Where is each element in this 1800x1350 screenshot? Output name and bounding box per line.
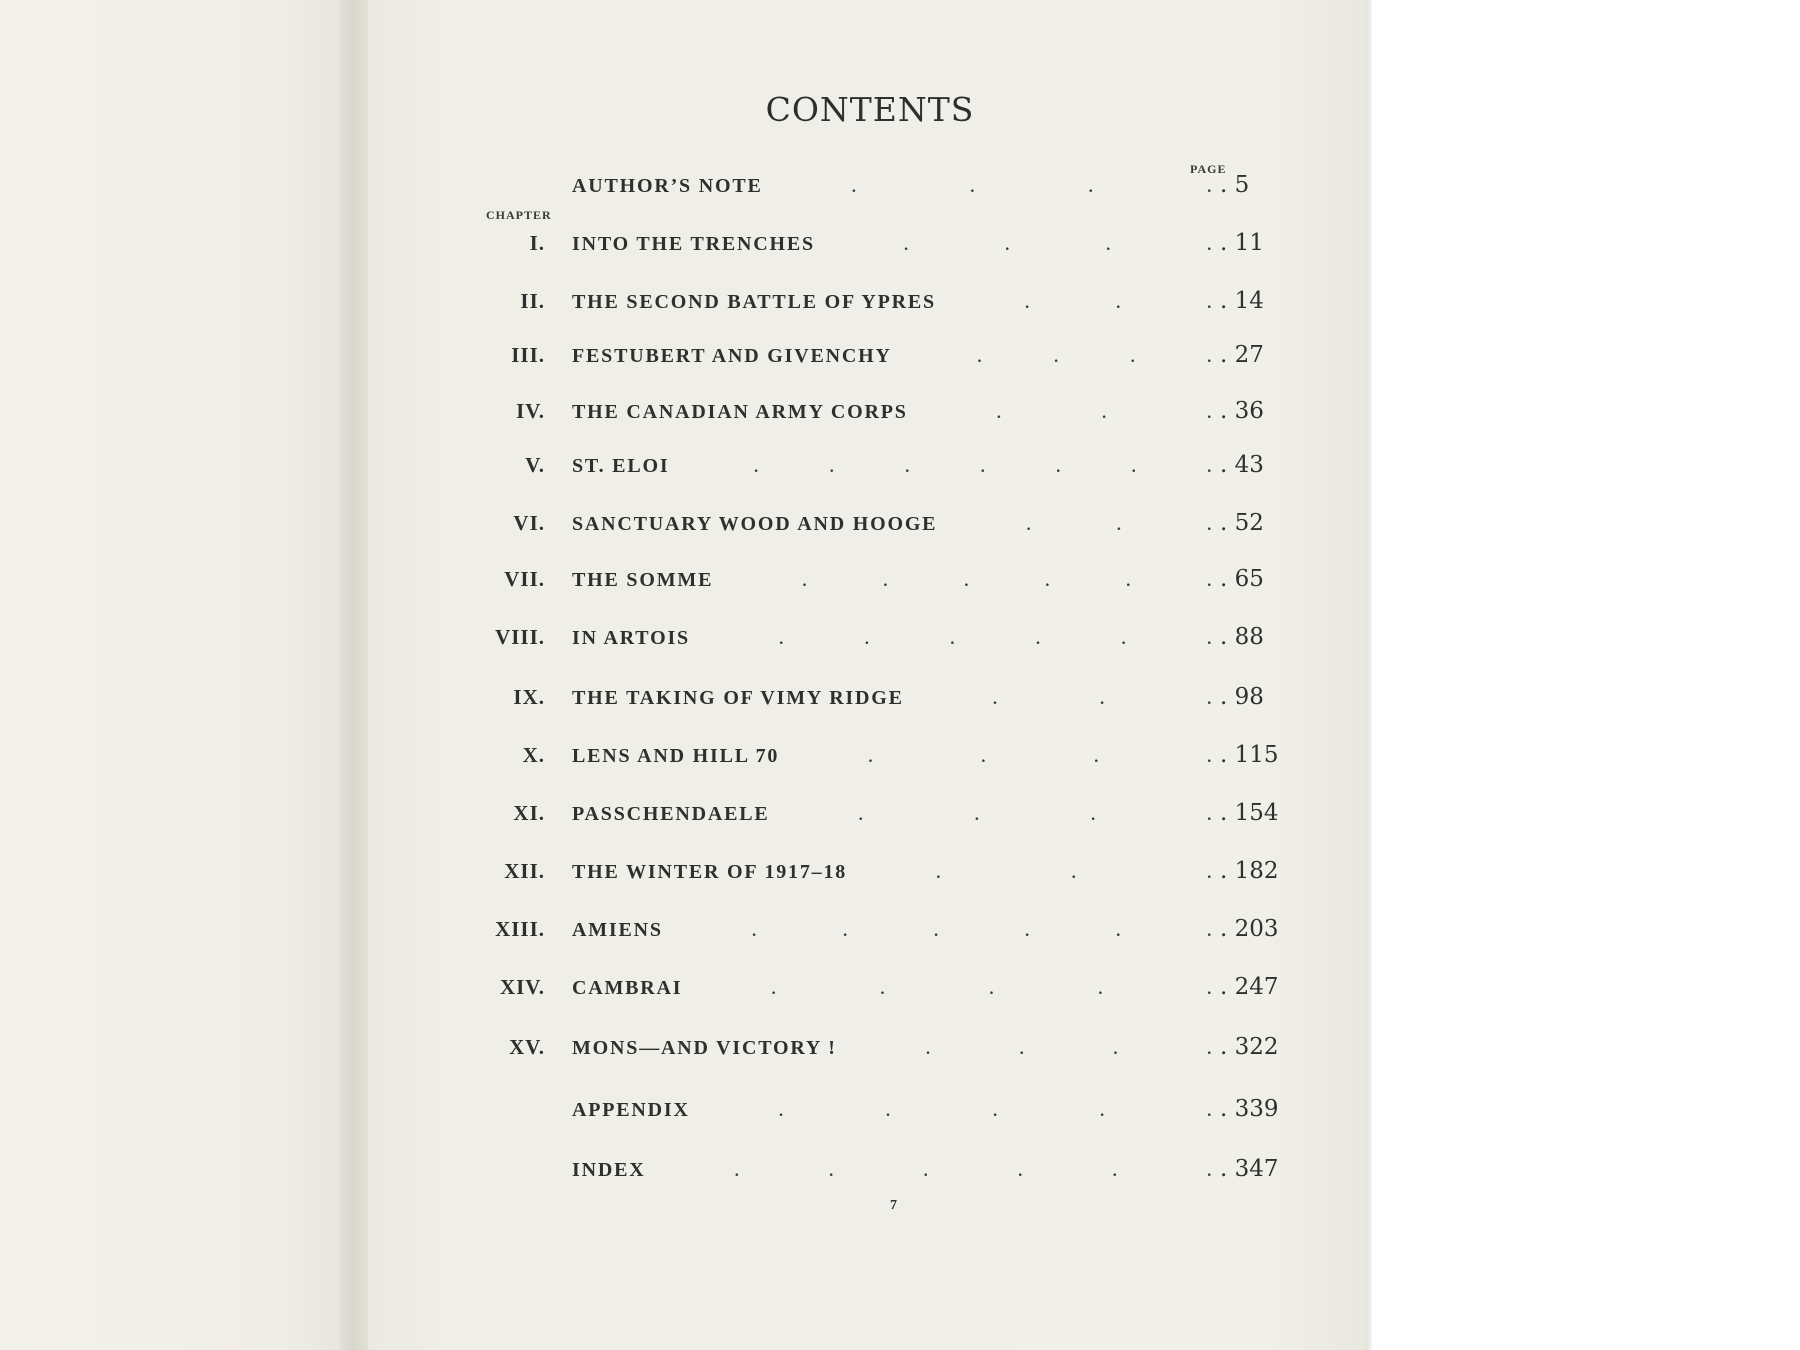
chapter-number: I. (529, 231, 545, 255)
chapter-number: VI. (513, 511, 545, 535)
page-number: . 322 (1220, 1034, 1280, 1060)
page-number: . 27 (1220, 342, 1280, 368)
toc-entry (480, 684, 1280, 716)
page-number: . 339 (1220, 1096, 1280, 1122)
page-number: . 98 (1220, 684, 1280, 710)
chapter-number: XV. (509, 1035, 545, 1059)
dot-leader: . . . . . (778, 1096, 1212, 1121)
chapter-title: ST. ELOI (572, 455, 670, 477)
page-number: . 88 (1220, 624, 1280, 650)
chapter-title: LENS AND HILL 70 (572, 745, 780, 767)
dot-leader: . . . (1024, 288, 1212, 313)
table-of-contents (480, 0, 1280, 1350)
chapter-title: INDEX (572, 1159, 646, 1181)
page-number: . 154 (1220, 800, 1280, 826)
toc-entry (480, 230, 1280, 262)
chapter-number: IX. (513, 685, 545, 709)
dot-leader: . . . (996, 398, 1212, 423)
page-number: . 347 (1220, 1156, 1280, 1182)
dot-leader: . . . . (851, 172, 1212, 197)
chapter-number: VIII. (495, 625, 545, 649)
toc-entry (480, 342, 1280, 374)
toc-entry (480, 172, 1280, 204)
chapter-title: CAMBRAI (572, 977, 683, 999)
toc-entry (480, 624, 1280, 656)
toc-entry (480, 1096, 1280, 1128)
page-edge (1366, 0, 1372, 1350)
dot-leader: . . . . (858, 800, 1212, 825)
page-number: . 65 (1220, 566, 1280, 592)
chapter-number: XIV. (499, 975, 545, 999)
dot-leader: . . . . (976, 342, 1212, 367)
page-number: . 14 (1220, 288, 1280, 314)
page-number: . 36 (1220, 398, 1280, 424)
toc-entry (480, 858, 1280, 890)
chapter-number: XIII. (495, 917, 545, 941)
chapter-title: AUTHOR’S NOTE (572, 175, 763, 197)
page-number: . 5 (1220, 172, 1280, 198)
left-page (0, 0, 352, 1350)
chapter-title: IN ARTOIS (572, 627, 690, 649)
page-number: . 115 (1220, 742, 1280, 768)
toc-entry (480, 452, 1280, 484)
dot-leader: . . . . . . (733, 1156, 1212, 1181)
toc-entry (480, 398, 1280, 430)
toc-entry (480, 742, 1280, 774)
dot-leader: . . . (1025, 510, 1212, 535)
chapter-title: FESTUBERT AND GIVENCHY (572, 345, 892, 367)
chapter-title: APPENDIX (572, 1099, 690, 1121)
toc-entry (480, 510, 1280, 542)
toc-entry (480, 800, 1280, 832)
dot-leader: . . . . . (770, 974, 1212, 999)
chapter-number: XII. (504, 859, 545, 883)
page-number: . 11 (1220, 230, 1280, 256)
chapter-number: II. (520, 289, 545, 313)
chapter-number: X. (522, 743, 545, 767)
chapter-title: THE SECOND BATTLE OF YPRES (572, 291, 936, 313)
chapter-number: XI. (513, 801, 545, 825)
chapter-number: III. (511, 343, 545, 367)
toc-entry (480, 288, 1280, 320)
chapter-title: PASSCHENDAELE (572, 803, 770, 825)
contents-heading: CONTENTS (765, 90, 975, 129)
page-folio: 7 (890, 1198, 897, 1213)
chapter-title: SANCTUARY WOOD AND HOOGE (572, 513, 938, 535)
dot-leader: . . . . (925, 1034, 1212, 1059)
toc-entry (480, 1156, 1280, 1188)
chapter-title: INTO THE TRENCHES (572, 233, 815, 255)
chapter-title: AMIENS (572, 919, 663, 941)
chapter-number: VII. (504, 567, 545, 591)
chapter-title: THE CANADIAN ARMY CORPS (572, 401, 908, 423)
dot-leader: . . . . . . (801, 566, 1212, 591)
dot-leader: . . . . . . (778, 624, 1212, 649)
dot-leader: . . . (935, 858, 1212, 883)
chapter-number: IV. (516, 399, 545, 423)
chapter-title: THE WINTER OF 1917–18 (572, 861, 848, 883)
toc-entry (480, 974, 1280, 1006)
page-number: . 247 (1220, 974, 1280, 1000)
dot-leader: . . . . (867, 742, 1212, 767)
chapter-title: THE TAKING OF VIMY RIDGE (572, 687, 904, 709)
page-number: . 203 (1220, 916, 1280, 942)
toc-entry (480, 1034, 1280, 1066)
toc-entry (480, 566, 1280, 598)
chapter-number: V. (525, 453, 545, 477)
page-number: . 182 (1220, 858, 1280, 884)
chapter-column-label: CHAPTER (486, 208, 552, 222)
chapter-title: MONS—AND VICTORY ! (572, 1037, 837, 1059)
chapter-title: THE SOMME (572, 569, 714, 591)
page-number: . 43 (1220, 452, 1280, 478)
dot-leader: . . . . . . (751, 916, 1212, 941)
dot-leader: . . . (992, 684, 1212, 709)
page-number: . 52 (1220, 510, 1280, 536)
dot-leader: . . . . . . . (753, 452, 1212, 477)
dot-leader: . . . . (903, 230, 1212, 255)
toc-entry (480, 916, 1280, 948)
page-column-label: PAGE (1190, 162, 1227, 176)
